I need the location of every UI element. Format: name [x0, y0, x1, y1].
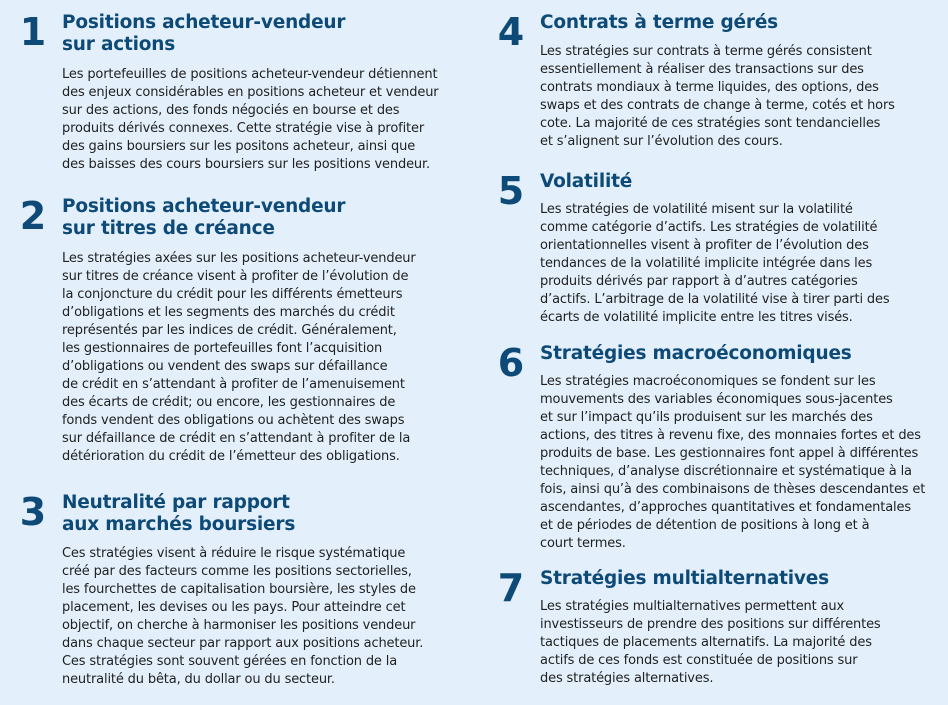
body-line: écarts de volatilité implicite entre les titres visés. — [540, 310, 853, 325]
body-line: d’actifs. L’arbitrage de la volatilité vise à tirer parti des — [540, 292, 890, 307]
body-line: Les stratégies axées sur les positions acheteur-vendeur — [62, 251, 416, 266]
body-line: Les stratégies de volatilité misent sur la volatilité — [540, 202, 853, 217]
section-number: 5 — [497, 169, 525, 213]
body-line: produits dérivés par rapport à d’autres catégories — [540, 274, 858, 289]
body-line: placement, les devises ou les pays. Pour atteindre cet — [62, 600, 406, 615]
section-body — [62, 66, 439, 174]
body-line: et de périodes de détention de positions à long et à — [540, 518, 870, 533]
body-line: fois, ainsi qu’à des combinaisons de thèses descendantes et — [540, 482, 926, 497]
body-line: neutralité du bêta, du dollar ou du secteur. — [62, 672, 335, 687]
body-line: créé par des facteurs comme les positions sectorielles, — [62, 564, 412, 579]
body-line: cote. La majorité de ces stratégies sont tendancielles — [540, 116, 881, 131]
body-line: des baisses des cours boursiers sur les positions vendeur. — [62, 157, 431, 172]
body-line: sur défaillance de crédit en s’attendant à profiter de la — [62, 431, 411, 446]
body-line: des écarts de crédit; ou encore, les gestionnaires de — [62, 395, 396, 410]
body-line: produits dérivés connexes. Cette stratégie vise à profiter — [62, 121, 425, 136]
body-line: investisseurs de prendre des positions sur différentes — [540, 617, 881, 632]
body-line: essentiellement à réaliser des transactions sur des — [540, 62, 864, 77]
body-line: les gestionnaires de portefeuilles font l’acquisition — [62, 341, 383, 356]
body-line: des gains boursiers sur les positons acheteur, ainsi que — [62, 139, 416, 154]
body-line: techniques, d’analyse discrétionnaire et systématique à la — [540, 464, 912, 479]
body-line: Ces stratégies sont souvent gérées en fonction de la — [62, 654, 398, 669]
body-line: sur des actions, des fonds négociés en bourse et des — [62, 103, 400, 118]
body-line: actions, des titres à revenu fixe, des monnaies fortes et des — [540, 428, 921, 443]
section-body — [540, 373, 925, 553]
section-number: 1 — [19, 10, 47, 54]
body-line: orientationnelles visent à profiter de l’évolution des — [540, 238, 869, 253]
body-line: de crédit en s’attendant à profiter de l’amenuisement — [62, 377, 405, 392]
section-body — [540, 43, 895, 151]
body-line: tendances de la volatilité implicite intégrée dans les — [540, 256, 873, 271]
body-line: et s’alignent sur l’évolution des cours. — [540, 134, 783, 149]
body-line: court termes. — [540, 536, 626, 551]
body-line: Les stratégies multialternatives permettent aux — [540, 599, 845, 614]
body-line: d’obligations ou vendent des swaps sur défaillance — [62, 359, 388, 374]
body-line: d’obligations et les segments des marchés du crédit — [62, 305, 395, 320]
section-body — [540, 201, 889, 327]
section-title: Contrats à terme gérés — [540, 12, 778, 33]
section-title: Stratégies multialternatives — [540, 568, 829, 589]
section-number: 2 — [19, 194, 47, 238]
body-line: la conjoncture du crédit pour les différents émetteurs — [62, 287, 403, 302]
body-line: contrats mondiaux à terme liquides, des options, des — [540, 80, 879, 95]
body-line: des enjeux considérables en positions acheteur et vendeur — [62, 85, 439, 100]
body-line: Les stratégies sur contrats à terme gérés consistent — [540, 44, 872, 59]
body-line: détérioration du crédit de l’émetteur des obligations. — [62, 449, 400, 464]
body-line: et sur l’impact qu’ils produisent sur les marchés des — [540, 410, 873, 425]
body-line: les fourchettes de capitalisation boursière, les styles de — [62, 582, 416, 597]
body-line: fonds vendent des obligations ou achètent des swaps — [62, 413, 405, 428]
body-line: ascendantes, d’approches quantitatives et fondamentales — [540, 500, 911, 515]
section-title: Volatilité — [540, 171, 633, 192]
body-line: dans chaque secteur par rapport aux positions acheteur. — [62, 636, 424, 651]
section-title: Neutralité par rapport aux marchés boursiers — [62, 492, 296, 535]
body-line: sur titres de créance visent à profiter de l’évolution de — [62, 269, 409, 284]
body-line: objectif, on cherche à harmoniser les positions vendeur — [62, 618, 416, 633]
body-line: produits de base. Les gestionnaires font appel à différentes — [540, 446, 919, 461]
section-body — [62, 545, 423, 689]
body-line: swaps et des contrats de change à terme, cotés et hors — [540, 98, 895, 113]
section-title: Stratégies macroéconomiques — [540, 343, 852, 364]
section-title: Positions acheteur-vendeur sur titres de créance — [62, 196, 346, 239]
section-number: 4 — [497, 10, 525, 54]
section-body — [62, 250, 416, 466]
body-line: comme catégorie d’actifs. Les stratégies de volatilité — [540, 220, 878, 235]
body-line: actifs de ces fonds est constituée de positions sur — [540, 653, 858, 668]
body-line: représentés par les indices de crédit. Généralement, — [62, 323, 397, 338]
body-line: Ces stratégies visent à réduire le risque systématique — [62, 546, 406, 561]
body-line: Les stratégies macroéconomiques se fondent sur les — [540, 374, 876, 389]
section-number: 3 — [19, 490, 47, 534]
section-body — [540, 598, 881, 688]
body-line: des stratégies alternatives. — [540, 671, 714, 686]
section-number: 6 — [497, 341, 525, 385]
body-line: Les portefeuilles de positions acheteur-vendeur détiennent — [62, 67, 438, 82]
section-number: 7 — [497, 566, 525, 610]
body-line: mouvements des variables économiques sous-jacentes — [540, 392, 893, 407]
section-title: Positions acheteur-vendeur sur actions — [62, 12, 346, 55]
body-line: tactiques de placements alternatifs. La majorité des — [540, 635, 872, 650]
